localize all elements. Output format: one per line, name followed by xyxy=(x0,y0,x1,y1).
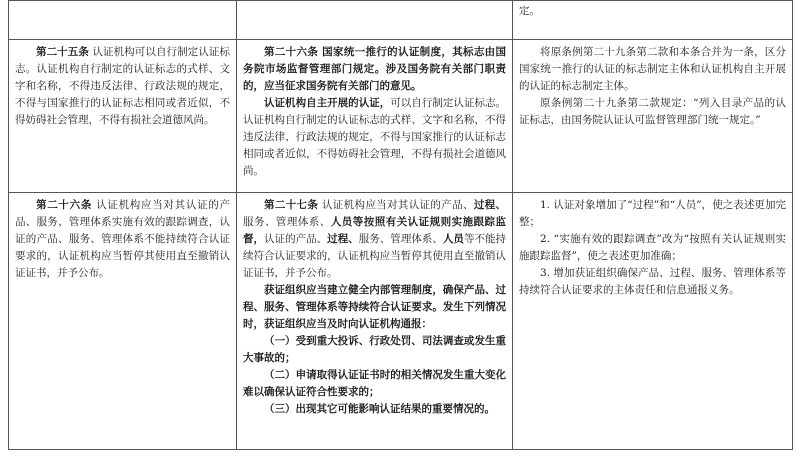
article-paragraph xyxy=(243,282,506,333)
article-bold-text: 人员等按照有关认证规则实施跟踪监督， xyxy=(243,216,507,245)
table-row xyxy=(9,193,793,450)
article-paragraph xyxy=(15,197,230,282)
article-text: 服务、管理体系、 xyxy=(358,233,443,245)
explanation-cell xyxy=(513,40,793,193)
explanation-paragraph: 1. 认证对象增加了“过程”和“人员”，使之表述更加完整； xyxy=(519,199,786,228)
table-cell xyxy=(513,1,793,40)
article-item xyxy=(243,401,506,418)
article-bold-text: （二）申请取得认证证书时的相关情况发生重大变化难以确保认证符合性要求的； xyxy=(243,369,506,398)
article-text: 认证机构应当对其认证的产品、 xyxy=(321,199,474,211)
table-row xyxy=(9,40,793,193)
comparison-table xyxy=(8,0,793,450)
explanation-cell xyxy=(513,193,793,450)
explanation-paragraph: 将原条例第二十九条第二款和本条合并为一条，区分国家统一推行的认证的标志制定主体和认证机构自主开展的认证的标志制定主体。 xyxy=(519,46,786,92)
article-bold-text: 人员 xyxy=(442,233,464,245)
explanation-paragraph: 2. “实施有效的跟踪调查”改为“按照有关认证规则实施跟踪监督”，使之表述更加准确； xyxy=(519,233,786,262)
table-cell xyxy=(9,1,237,40)
article-item xyxy=(243,367,506,401)
cell-text: 定。 xyxy=(519,5,540,17)
table-cell xyxy=(237,1,513,40)
article-paragraph xyxy=(243,197,506,282)
table-row xyxy=(9,1,793,40)
revised-article-cell xyxy=(237,40,513,193)
article-bold-text: （一）受到重大投诉、行政处罚、司法调查或发生重大事故的； xyxy=(243,335,506,364)
explanation-paragraph: 3. 增加获证组织确保产品、过程、服务、管理体系等持续符合认证要求的主体责任和信息通报义务。 xyxy=(519,267,786,296)
article-bold-text: 第二十六条 国家统一推行的认证制度，其标志由国务院市场监督管理部门规定。涉及国务院有关部门职责的，应当征求国务院有关部门的意见。 xyxy=(243,46,506,92)
article-bold-text: 认证机构自主开展的认证， xyxy=(264,97,391,109)
article-paragraph xyxy=(15,44,230,129)
article-bold-text: 过程、 xyxy=(327,233,359,245)
article-paragraph xyxy=(243,44,506,95)
article-bold-text: （三）出现其它可能影响认证结果的重要情况的。 xyxy=(264,403,495,415)
article-text: 认证机构可以自行制定认证标志。认证机构自行制定的认证标志的式样、文字和名称，不得违反法律、行政法规的规定，不得与国家推行的认证标志相同或者近似，不得妨碍社会管理，不得有损社会道德风尚。 xyxy=(15,46,231,126)
revised-article-cell xyxy=(237,193,513,450)
article-number: 第二十七条 xyxy=(264,199,319,211)
article-number: 第二十五条 xyxy=(36,46,89,58)
original-article-cell xyxy=(9,40,237,193)
article-paragraph xyxy=(243,95,506,180)
article-text: 等不能持续符合认证要求的，认证机构应当暂停其使用直至撤销认证证书，并予公布。 xyxy=(243,233,507,279)
article-text: 认证的产品、 xyxy=(264,233,328,245)
article-text: 认证机构应当对其认证的产品、服务、管理体系实施有效的跟踪调查，认证的产品、服务、管理体系不能持续符合认证要求的，认证机构应当暂停其使用直至撤销认证证书，并予公布。 xyxy=(15,199,231,279)
article-bold-text: 过程、 xyxy=(473,199,507,211)
original-article-cell xyxy=(9,193,237,450)
article-text: 服务、管理体系、 xyxy=(243,216,331,228)
article-item xyxy=(243,333,506,367)
article-text: 可以自行制定认证标志。认证机构自行制定的认证标志的式样、文字和名称，不得违反法律、行政法规的规定，不得与国家推行的认证标志相同或者近似，不得妨碍社会管理，不得有损社会道德风尚。 xyxy=(243,97,507,177)
article-number: 第二十六条 xyxy=(36,199,93,211)
article-bold-text: 获证组织应当建立健全内部管理制度，确保产品、过程、服务、管理体系等持续符合认证要求。发生下列情况时，获证组织应当及时向认证机构通报： xyxy=(243,284,506,330)
explanation-paragraph: 原条例第二十九条第二款规定：“列入目录产品的认证标志，由国务院认证认可监督管理部门统一规定。” xyxy=(519,97,786,126)
